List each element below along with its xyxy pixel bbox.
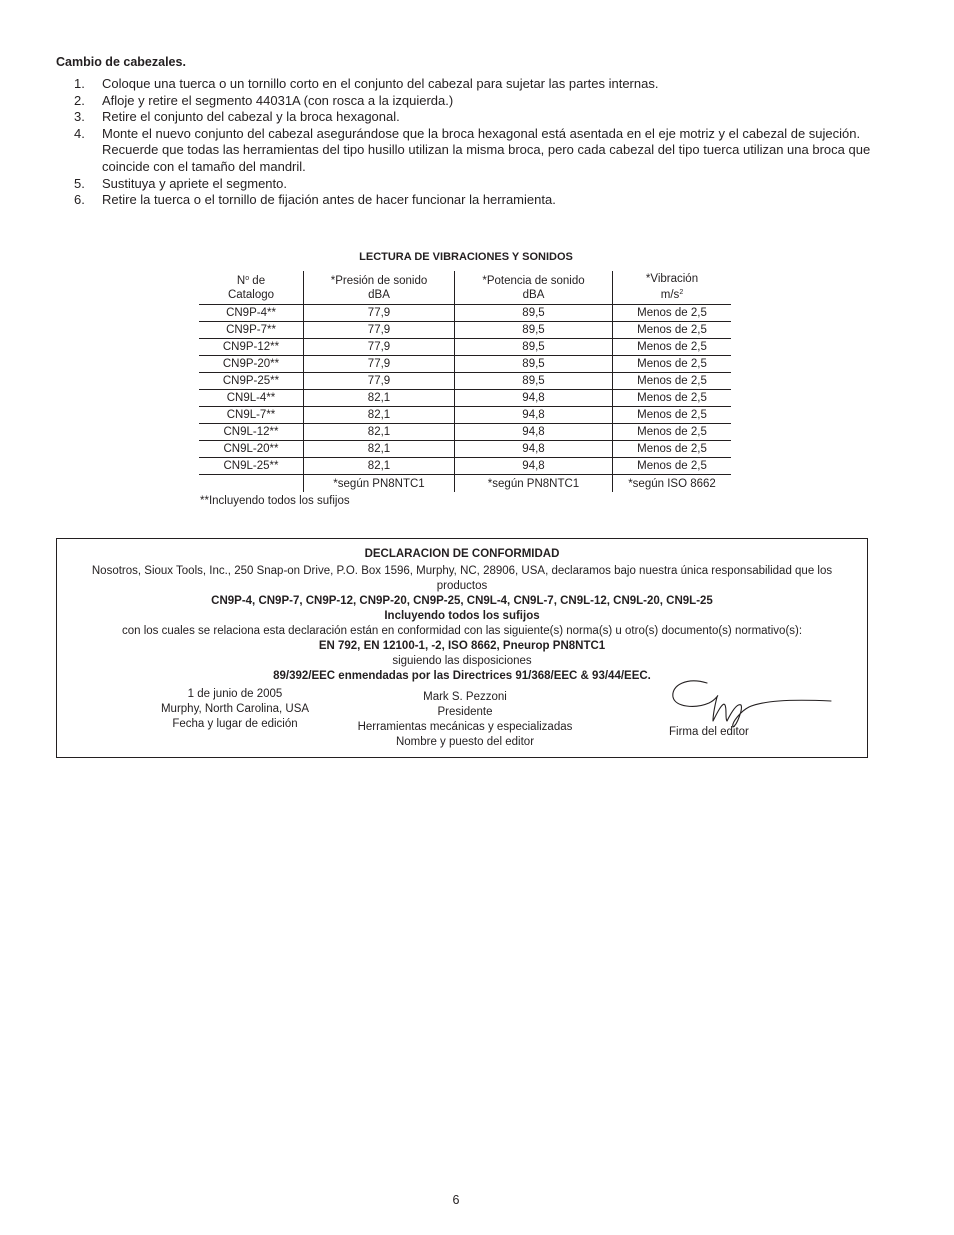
table-cell: 77,9	[304, 321, 455, 338]
table-cell: 82,1	[304, 458, 455, 475]
vibration-table	[199, 271, 731, 492]
issue-date: 1 de junio de 2005	[187, 688, 283, 700]
declaration-of-conformity	[56, 538, 868, 758]
table-cell: 89,5	[455, 321, 613, 338]
list-item-number: 6.	[74, 192, 85, 208]
table-cell: Menos de 2,5	[613, 321, 732, 338]
date-place-block	[135, 687, 335, 732]
list-item-text: Afloje y retire el segmento 44031A (con rosca a la izquierda.)	[102, 92, 454, 108]
declaration-title: DECLARACION DE CONFORMIDAD	[364, 548, 560, 560]
footer-cell: *según PN8NTC1	[455, 475, 613, 493]
list-item-text: Retire el conjunto del cabezal y la broca hexagonal.	[102, 109, 400, 125]
table-cell: 89,5	[455, 304, 613, 321]
table-cell: 77,9	[304, 355, 455, 372]
date-label: Fecha y lugar de edición	[172, 718, 298, 730]
table-row	[199, 372, 731, 389]
vibration-table-title: LECTURA DE VIBRACIONES Y SONIDOS	[359, 251, 573, 263]
table-row	[199, 407, 731, 424]
table-cell: Menos de 2,5	[613, 355, 732, 372]
declaration-conformity: con los cuales se relaciona esta declaración están en conformidad con las siguiente(s) norma(s) u otro(s) documento(s) normativo(s):	[121, 625, 803, 637]
steps-list	[56, 76, 874, 209]
footer-cell: *según PN8NTC1	[304, 475, 455, 493]
table-cell: CN9P-4**	[199, 304, 304, 321]
declaration-following: siguiendo las disposiciones	[392, 655, 532, 667]
table-cell: 77,9	[304, 338, 455, 355]
table-cell: 82,1	[304, 424, 455, 441]
declaration-suffixes: Incluyendo todos los sufijos	[384, 610, 540, 622]
list-item	[56, 76, 874, 93]
table-cell: 94,8	[455, 424, 613, 441]
header-sound-power: *Potencia de sonido dBA	[455, 271, 613, 304]
table-cell: Menos de 2,5	[613, 441, 732, 458]
table-cell: 89,5	[455, 355, 613, 372]
table-cell: CN9L-4**	[199, 389, 304, 406]
table-cell: Menos de 2,5	[613, 458, 732, 475]
section-title: Cambio de cabezales.	[56, 55, 186, 69]
list-item	[56, 126, 874, 176]
table-footer-row	[199, 475, 731, 493]
declaration-products: CN9P-4, CN9P-7, CN9P-12, CN9P-20, CN9P-25, CN9L-4, CN9L-7, CN9L-12, CN9L-20, CN9L-25	[211, 595, 713, 607]
table-cell: 82,1	[304, 407, 455, 424]
declaration-intro: Nosotros, Sioux Tools, Inc., 250 Snap-on Drive, P.O. Box 1596, Murphy, NC, 28906, USA, declaramos bajo nuestra única responsabilidad que los	[91, 565, 833, 577]
editor-department: Herramientas mecánicas y especializadas	[357, 721, 573, 733]
table-cell: 82,1	[304, 389, 455, 406]
list-item	[56, 93, 874, 110]
table-row	[199, 304, 731, 321]
table-row	[199, 424, 731, 441]
table-cell: 94,8	[455, 441, 613, 458]
footer-cell: *según ISO 8662	[613, 475, 732, 493]
declaration-standards: EN 792, EN 12100-1, -2, ISO 8662, Pneurop PN8NTC1	[318, 640, 606, 652]
table-cell: Menos de 2,5	[613, 304, 732, 321]
table-cell: 94,8	[455, 389, 613, 406]
signature-icon	[667, 675, 837, 729]
table-row	[199, 355, 731, 372]
signature-label: Firma del editor	[669, 726, 749, 738]
table-cell: 89,5	[455, 338, 613, 355]
table-cell: Menos de 2,5	[613, 338, 732, 355]
table-cell: CN9L-20**	[199, 441, 304, 458]
table-cell: 89,5	[455, 372, 613, 389]
list-item	[56, 176, 874, 193]
header-vibration: *Vibración $m/s^2$	[613, 271, 732, 304]
table-cell: CN9P-7**	[199, 321, 304, 338]
table-cell: Menos de 2,5	[613, 424, 732, 441]
list-item-number: 5.	[74, 175, 85, 191]
list-item-text: Coloque una tuerca o un tornillo corto en el conjunto del cabezal para sujetar las partes internas.	[102, 76, 659, 91]
table-row	[199, 389, 731, 406]
table-cell: CN9P-12**	[199, 338, 304, 355]
page-number: 6	[452, 1193, 460, 1207]
table-cell: Menos de 2,5	[613, 372, 732, 389]
header-sound-pressure: *Presión de sonido dBA	[304, 271, 455, 304]
table-cell: Menos de 2,5	[613, 407, 732, 424]
list-item-text: Retire la tuerca o el tornillo de fijación antes de hacer funcionar la herramienta.	[102, 192, 556, 208]
table-cell: CN9P-20**	[199, 355, 304, 372]
editor-name: Mark S. Pezzoni	[423, 691, 507, 703]
list-item-number: 1.	[74, 76, 85, 91]
table-row	[199, 321, 731, 338]
table-cell: CN9P-25**	[199, 372, 304, 389]
list-item-number: 2.	[74, 92, 85, 108]
table-row	[199, 441, 731, 458]
table-row	[199, 458, 731, 475]
table-note: **Incluyendo todos los sufijos	[200, 495, 350, 507]
editor-role: Presidente	[437, 706, 493, 718]
list-item-text: Sustituya y apriete el segmento.	[102, 175, 287, 191]
table-cell: 94,8	[455, 407, 613, 424]
declaration-directives: 89/392/EEC enmendadas por las Directrices 91/368/EEC & 93/44/EEC.	[273, 670, 651, 682]
declaration-intro-cont: productos	[436, 580, 488, 592]
table-header-row	[199, 271, 731, 304]
name-label: Nombre y puesto del editor	[395, 736, 535, 748]
header-catalog: $N^o$ de Catalogo	[199, 271, 304, 304]
table-cell: CN9L-12**	[199, 424, 304, 441]
table-cell: CN9L-7**	[199, 407, 304, 424]
list-item-number: 3.	[74, 109, 85, 125]
table-cell: 77,9	[304, 372, 455, 389]
list-item-text: Monte el nuevo conjunto del cabezal asegurándose que la broca hexagonal está asentada en el eje motriz y el cabezal de sujeción. Recuerde que todas las herramientas del tipo husillo utilizan la misma broca, pero cada cabezal del tipo tuerca utilizan una broca que coincide con el tamaño del mandril.	[102, 125, 871, 174]
list-item	[56, 192, 874, 209]
issue-place: Murphy, North Carolina, USA	[160, 703, 310, 715]
name-role-block	[325, 690, 605, 750]
table-cell: 82,1	[304, 441, 455, 458]
table-cell: Menos de 2,5	[613, 389, 732, 406]
table-cell: CN9L-25**	[199, 458, 304, 475]
table-cell: 94,8	[455, 458, 613, 475]
list-item-number: 4.	[74, 125, 85, 141]
footer-cell	[199, 475, 304, 493]
list-item	[56, 109, 874, 126]
table-cell: 77,9	[304, 304, 455, 321]
table-row	[199, 338, 731, 355]
